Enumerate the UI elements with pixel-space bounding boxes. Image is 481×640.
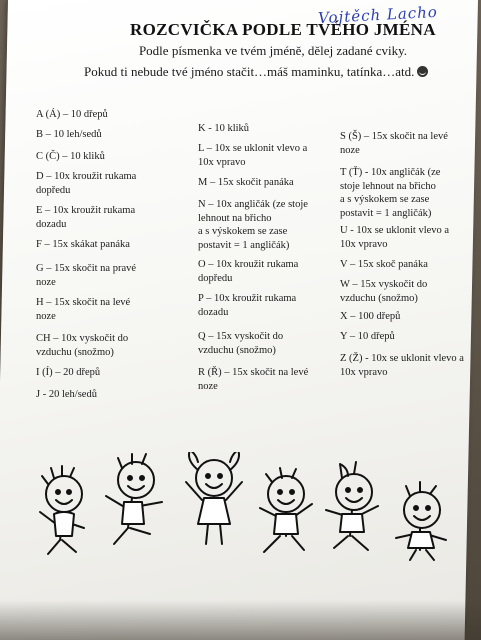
page-title: ROZCVIČKA PODLE TVÉHO JMÉNA [130,20,436,39]
exercise-item: C (Č) – 10 kliků [36,151,105,162]
exercise-item: CH – 10x vyskočit do vzduchu (snožmo) [36,333,129,358]
exercise-item: Z (Ž) - 10x se uklonit vlevo a 10x vpravo [340,353,464,378]
kid-icon [326,462,378,550]
exercise-item: V – 15x skoč panáka [340,259,428,270]
kid-icon [260,468,312,552]
exercise-item: E – 10x kroužit rukama dozadu [36,205,136,230]
paper-shadow-bottom [0,600,481,640]
exercise-item: N – 10x angličák (ze stoje lehnout na břicho a s výskokem se zase postavit = 1 angličák) [198,199,308,251]
exercise-item: R (Ř) – 15x skočit na levé noze [198,367,309,392]
instructions-line-2 [84,64,414,80]
kid-icon [40,466,84,554]
exercise-item: U - 10x se uklonit vlevo a 10x vpravo [340,225,450,250]
exercise-item: W – 15x vyskočit do vzduchu (snožmo) [340,279,428,304]
instructions-line-1: Podle písmenka ve tvém jméně, dělej zadané cviky. [138,43,408,58]
exercise-item: A (Á) – 10 dřepů [36,109,108,120]
exercise-item: G – 15x skočit na pravé noze [36,263,137,288]
kid-icon [396,482,446,560]
exercise-item: Y – 10 dřepů [340,331,395,342]
kid-icon [106,454,162,544]
exercise-item: M – 15x skočit panáka [198,177,294,188]
exercise-item: X – 100 dřepů [340,311,401,322]
exercise-item: F – 15x skákat panáka [36,239,130,250]
exercise-item: K - 10 kliků [198,123,250,134]
exercise-item: J - 20 leh/sedů [36,389,97,400]
kid-icon [186,452,242,544]
exercise-item: P – 10x kroužit rukama dozadu [198,293,297,318]
handwritten-signature: Vojtěch Lacho [317,2,439,28]
exercise-item: T (Ť) - 10x angličák (ze stoje lehnout na břicho a s výskokem se zase postavit = 1 angličák) [340,167,441,219]
exercise-item: H – 15x skočit na levé noze [36,297,131,322]
exercise-item: I (Í) – 20 dřepů [36,367,101,378]
exercise-item: S (Š) – 15x skočit na levé noze [340,131,448,156]
exercise-item: O – 10x kroužit rukama dopředu [198,259,299,284]
instructions-line-2-text: Pokud ti nebude tvé jméno stačit…máš maminku, tatínka…atd. [84,64,415,79]
exercise-item: B – 10 leh/sedů [36,129,102,140]
exercise-item: Q – 15x vyskočit do vzduchu (snožmo) [198,331,284,356]
exercise-item: L – 10x se uklonit vlevo a 10x vpravo [198,143,308,168]
kids-illustration [36,452,456,562]
exercise-item: D – 10x kroužit rukama dopředu [36,171,137,196]
